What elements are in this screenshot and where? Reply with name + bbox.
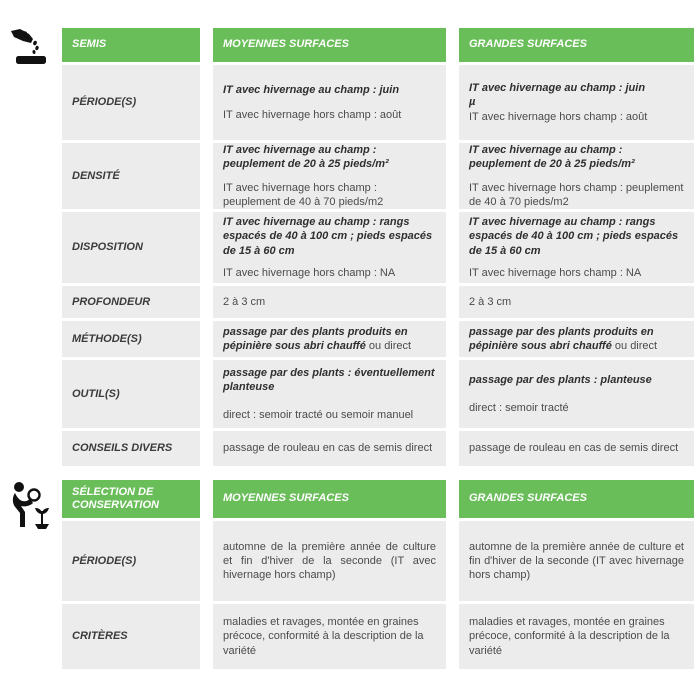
cell-text: [223, 325, 436, 353]
cell-text: IT avec hivernage hors champ : août: [469, 110, 648, 123]
row-label-outils: OUTIL(S): [62, 360, 200, 428]
cell-text: passage par des plants : planteuse: [469, 373, 652, 386]
row-label-densite: DENSITÉ: [62, 143, 200, 209]
cell-text: passage de rouleau en cas de semis direct: [469, 442, 679, 455]
cell-profondeur-moyennes: [213, 286, 446, 318]
cell-criteres-moyennes: [213, 604, 446, 669]
cell-text: passage de rouleau en cas de semis direct: [223, 442, 433, 455]
cell-text-bold: passage par des plants produits en pépinière sous abri chauffé: [223, 325, 408, 352]
cell-text: IT avec hivernage hors champ : NA: [223, 266, 396, 279]
row-label-methodes: MÉTHODE(S): [62, 321, 200, 357]
cell-periodes-grandes: [459, 521, 694, 601]
cell-methodes-grandes: [459, 321, 694, 357]
row-label-disposition: DISPOSITION: [62, 212, 200, 283]
sowing-hand-icon: [7, 28, 53, 66]
semis-section-title: SEMIS: [62, 28, 200, 62]
cell-text: IT avec hivernage au champ : juin: [223, 84, 400, 97]
cell-text: IT avec hivernage au champ : rangs espacés de 40 à 100 cm ; pieds espacés de 15 à 60 cm: [223, 216, 433, 257]
cell-text: IT avec hivernage au champ : peuplement de 20 à 25 pieds/m²: [469, 143, 635, 170]
row-label-profondeur: PROFONDEUR: [62, 286, 200, 318]
cell-text: IT avec hivernage au champ : juin: [469, 82, 646, 95]
cell-disposition-grandes: [459, 212, 694, 283]
cell-text: 2 à 3 cm: [223, 295, 266, 308]
cell-densite-moyennes: [213, 143, 446, 209]
cell-text: maladies et ravages, montée en graines précoce, conformité à la description de la variété: [469, 616, 670, 657]
cell-disposition-moyennes: [213, 212, 446, 283]
cell-conseils-moyennes: [213, 431, 446, 466]
cell-outils-moyennes: [213, 360, 446, 428]
column-header-grandes-surfaces: GRANDES SURFACES: [459, 480, 694, 518]
cell-densite-grandes: [459, 143, 694, 209]
cell-text: [469, 325, 684, 353]
cell-text: automne de la première année de culture et fin d'hiver de la seconde (IT avec hivernage hors champ): [469, 540, 684, 582]
cell-text-regular: ou direct: [611, 340, 658, 352]
column-header-moyennes-surfaces: MOYENNES SURFACES: [213, 28, 446, 62]
cell-text: IT avec hivernage hors champ : peuplement de 40 à 70 pieds/m2: [469, 182, 684, 209]
selection-section-title: SÉLECTION DE CONSERVATION: [62, 480, 200, 518]
column-header-grandes-surfaces: GRANDES SURFACES: [459, 28, 694, 62]
cell-text-bold: passage par des plants produits en pépinière sous abri chauffé: [469, 325, 654, 352]
row-label-criteres: CRITÈRES: [62, 604, 200, 669]
column-header-moyennes-surfaces: MOYENNES SURFACES: [213, 480, 446, 518]
cell-methodes-moyennes: [213, 321, 446, 357]
section-semis: [0, 28, 700, 466]
cell-text: IT avec hivernage hors champ : août: [223, 108, 402, 121]
selection-table: [62, 480, 694, 669]
cell-text: direct : semoir tracté: [469, 402, 569, 414]
row-label-periodes: PÉRIODE(S): [62, 65, 200, 140]
cell-text: automne de la première année de culture et fin d'hiver de la seconde (IT avec hivernage hors champ): [223, 540, 436, 582]
cell-periodes-moyennes: [213, 65, 446, 140]
semis-table: [62, 28, 694, 466]
row-label-periodes: PÉRIODE(S): [62, 521, 200, 601]
cell-text: IT avec hivernage hors champ : NA: [469, 266, 642, 279]
semis-icon-column: [0, 28, 62, 466]
cell-text-regular: ou direct: [365, 340, 412, 352]
selection-icon-column: [0, 480, 62, 669]
cell-text: µ: [469, 96, 476, 109]
cell-text: direct : semoir tracté ou semoir manuel: [223, 409, 414, 422]
cell-profondeur-grandes: [459, 286, 694, 318]
cell-conseils-grandes: [459, 431, 694, 466]
cell-text: IT avec hivernage au champ : rangs espacés de 40 à 100 cm ; pieds espacés de 15 à 60 cm: [469, 216, 679, 257]
cell-text: IT avec hivernage hors champ : peuplement de 40 à 70 pieds/m2: [223, 182, 384, 209]
cell-text: IT avec hivernage au champ : peuplement de 20 à 25 pieds/m²: [223, 143, 389, 170]
cell-periodes-grandes: [459, 65, 694, 140]
cell-outils-grandes: [459, 360, 694, 428]
cell-text: maladies et ravages, montée en graines précoce, conformité à la description de la variété: [223, 616, 424, 657]
cell-criteres-grandes: [459, 604, 694, 669]
row-label-conseils-divers: CONSEILS DIVERS: [62, 431, 200, 466]
plant-inspection-icon: [7, 480, 53, 532]
cell-text: 2 à 3 cm: [469, 295, 512, 308]
cell-periodes-moyennes: [213, 521, 446, 601]
cell-text: passage par des plants : éventuellement planteuse: [223, 366, 435, 393]
section-selection-de-conservation: [0, 480, 700, 669]
